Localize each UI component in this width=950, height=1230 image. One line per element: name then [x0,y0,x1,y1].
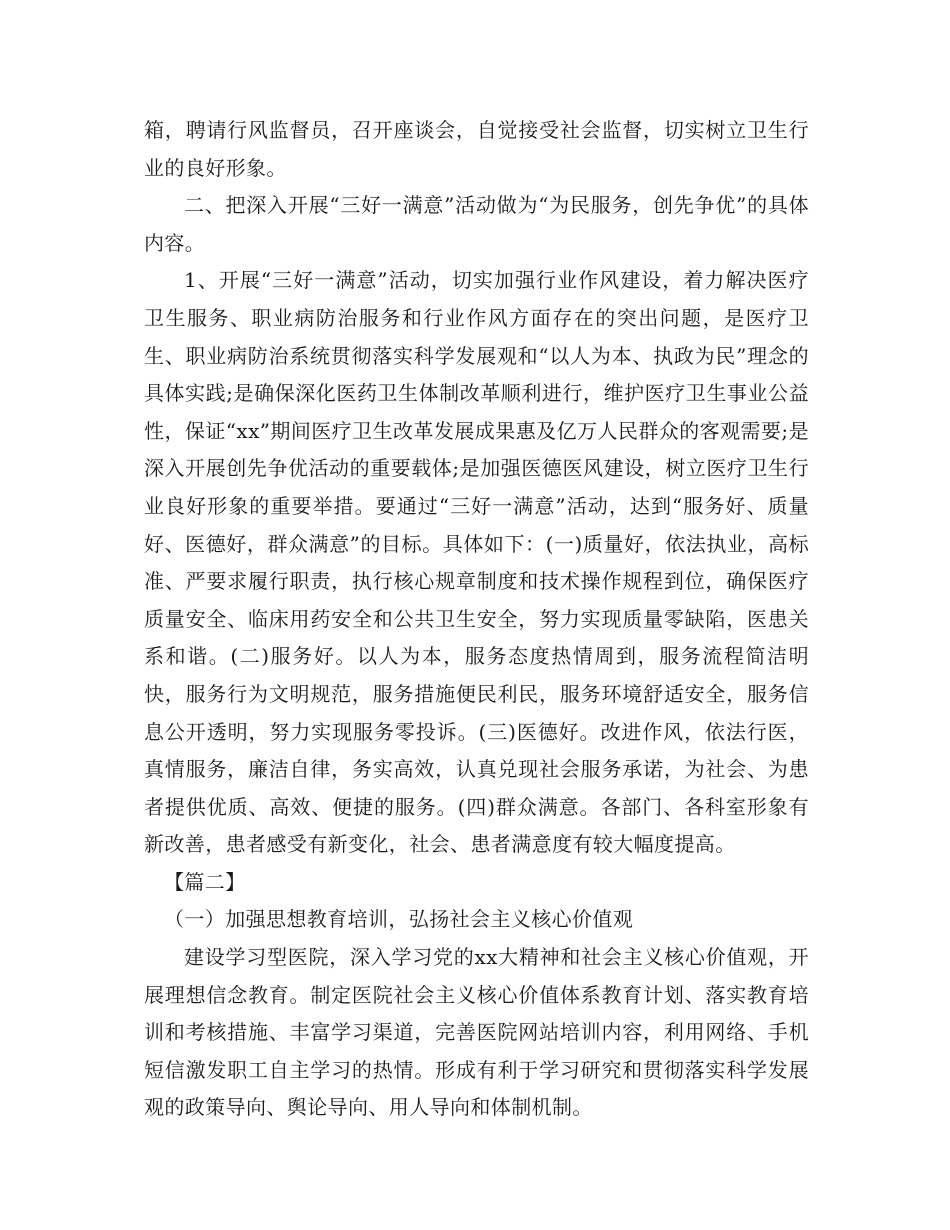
paragraph-three-good-activity: 1、开展“三好一满意”活动，切实加强行业作风建设，着力解决医疗卫生服务、职业病防治服务和行业作风方面存在的突出问题，是医疗卫生、职业病防治系统贯彻落实科学发展观和“以人为本、执政为民”理念的具体实践;是确保深化医药卫生体制改革顺利进行，维护医疗卫生事业公益性，保证“xx”期间医疗卫生改革发展成果惠及亿万人民群众的客观需要;是深入开展创先争优活动的重要载体;是加强医德医风建设，树立医疗卫生行业良好形象的重要举措。要通过“三好一满意”活动，达到“服务好、质量好、医德好，群众满意”的目标。具体如下：(一)质量好，依法执业，高标准、严要求履行职责，执行核心规章制度和技术操作规程到位，确保医疗质量安全、临床用药安全和公共卫生安全，努力实现质量零缺陷，医患关系和谐。(二)服务好。以人为本，服务态度热情周到，服务流程简洁明快，服务行为文明规范，服务措施便民利民，服务环境舒适安全，服务信息公开透明，努力实现服务零投诉。(三)医德好。改进作风，依法行医，真情服务，廉洁自律，务实高效，认真兑现社会服务承诺，为社会、为患者提供优质、高效、便捷的服务。(四)群众满意。各部门、各科室形象有新改善，患者感受有新变化，社会、患者满意度有较大幅度提高。 [144,268,809,857]
paragraph-learning-hospital: 建设学习型医院，深入学习党的xx大精神和社会主义核心价值观，开展理想信念教育。制定医院社会主义核心价值体系教育计划、落实教育培训和考核措施、丰富学习渠道，完善医院网站培训内容，利用网络、手机短信激发职工自主学习的热情。形成有利于学习研究和贯彻落实科学发展观的政策导向、舆论导向、用人导向和体制机制。 [144,945,809,1120]
part-heading-two: 【篇二】 [164,869,246,894]
document-page [144,112,809,1127]
subheading-education: （一）加强思想教育培训，弘扬社会主义核心价值观 [164,907,634,932]
paragraph-continuation: 箱，聘请行风监督员，召开座谈会，自觉接受社会监督，切实树立卫生行业的良好形象。 [144,118,809,180]
section-heading-two: 二、把深入开展“三好一满意”活动做为“为民服务，创先争优”的具体内容。 [144,193,809,255]
